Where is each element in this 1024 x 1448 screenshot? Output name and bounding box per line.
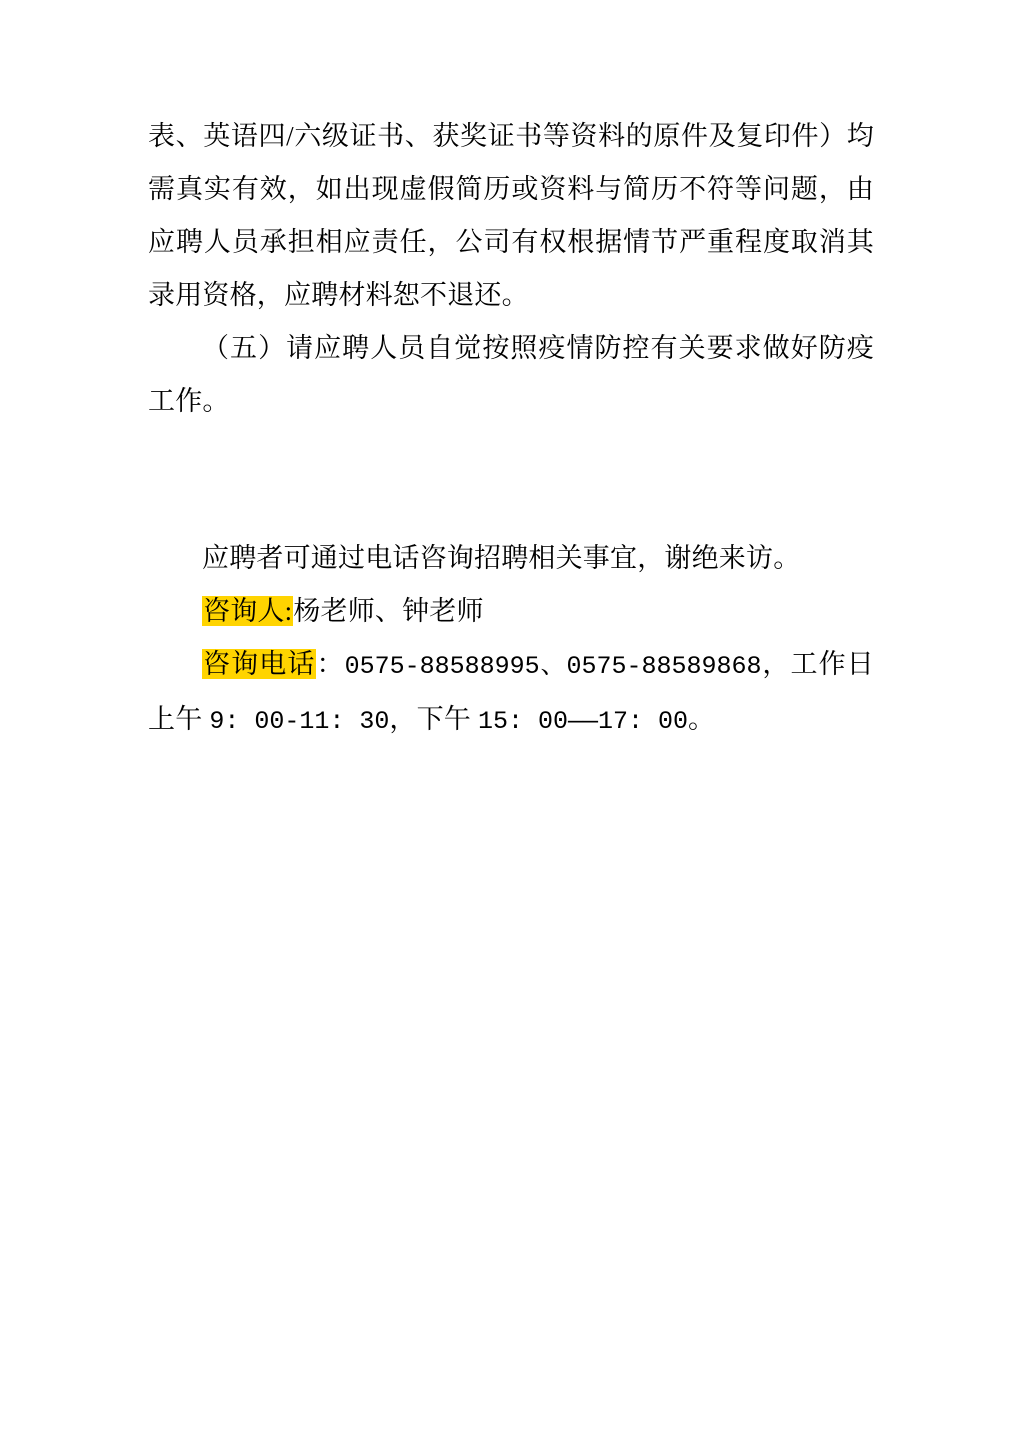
contact-person-value: 杨老师、钟老师 [293,596,484,626]
contact-hours-afternoon: 15: 00——17: 00 [477,707,688,736]
contact-hours-end: 。 [688,704,716,734]
contact-phone-label: 咨询电话 [203,649,316,679]
paragraph-item-five: （五）请应聘人员自觉按照疫情防控有关要求做好防疫工作。 [148,333,874,416]
document-body [148,110,874,748]
contact-person-line [148,585,874,638]
contact-hours-morning: 9: 00-11: 30 [209,707,390,736]
paragraph-materials: 表、英语四/六级证书、获奖证书等资料的原件及复印件）均需真实有效，如出现虚假简历或资料与简历不符等问题，由应聘人员承担相应责任，公司有权根据情节严重程度取消其录用资格，应聘材料恕不退还。 [148,121,874,310]
contact-phone-line [148,638,874,748]
contact-hours-separator: ，下午 [389,704,478,734]
contact-intro: 应聘者可通过电话咨询招聘相关事宜，谢绝来访。 [202,543,801,573]
contact-hours-prefix: ，工作日上午 [148,649,874,734]
contact-block [148,532,874,748]
section-spacer [148,428,874,532]
contact-phone-numbers: 0575-88588995、0575-88589868 [344,652,762,681]
contact-phone-colon: ： [316,649,345,679]
contact-person-label: 咨询人: [203,596,293,626]
